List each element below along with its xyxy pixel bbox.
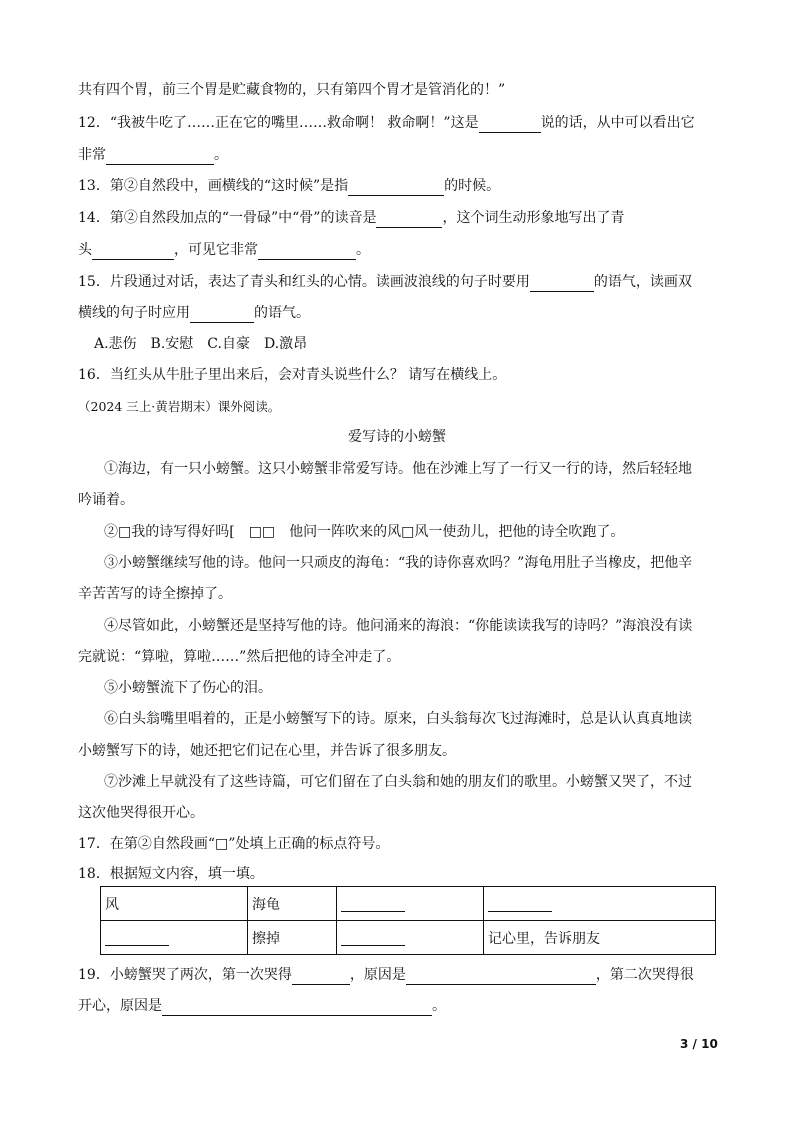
question-15 bbox=[78, 272, 692, 292]
paragraph-4 bbox=[104, 616, 692, 636]
question-text: ，第二次哭得很 bbox=[595, 967, 694, 983]
question-text: 非常 bbox=[78, 147, 106, 163]
paragraph-7-cont bbox=[78, 803, 204, 823]
question-text: 19．小螃蟹哭了两次，第一次哭得 bbox=[78, 967, 292, 983]
paragraph-2 bbox=[104, 522, 624, 542]
answer-blank[interactable] bbox=[530, 275, 594, 292]
table-cell bbox=[337, 887, 484, 921]
answer-blank[interactable] bbox=[292, 968, 350, 985]
question-text: 的语气。 bbox=[254, 305, 310, 321]
paragraph-3 bbox=[104, 553, 692, 573]
paragraph-1-cont bbox=[78, 490, 134, 510]
paragraph-text: 辛苦苦写的诗全擦掉了。 bbox=[78, 586, 232, 602]
question-text: ，原因是 bbox=[349, 967, 406, 983]
question-text: 12．“我被牛吃了……正在它的嘴里……救命啊！ 救命啊！”这是 bbox=[78, 115, 479, 131]
question-19 bbox=[78, 965, 694, 985]
paragraph-6 bbox=[104, 709, 692, 729]
paragraph-text: ④尽管如此，小螃蟹还是坚持写他的诗。他问涌来的海浪：“你能读读我写的诗吗？”海浪没有读 bbox=[104, 618, 693, 634]
question-text: 。 bbox=[214, 147, 228, 163]
paragraph-text: 小螃蟹写下的诗，她还把它们记在心里，并告诉了很多朋友。 bbox=[78, 743, 456, 759]
table-cell: 擦掉 bbox=[248, 921, 337, 955]
question-text: ，可见它非常 bbox=[174, 242, 258, 258]
text-line bbox=[78, 80, 505, 100]
question-12-cont bbox=[78, 145, 228, 165]
question-text: 的时候。 bbox=[444, 178, 501, 194]
paragraph-6-cont bbox=[78, 741, 456, 761]
table-cell bbox=[337, 921, 484, 955]
question-text: 头 bbox=[78, 242, 92, 258]
paragraph-text: 这次他哭得很开心。 bbox=[78, 805, 204, 821]
question-18 bbox=[78, 864, 264, 884]
fill-in-table bbox=[100, 886, 716, 955]
page-number: 3 / 10 bbox=[680, 1037, 718, 1051]
paragraph-text: ③小螃蟹继续写他的诗。他问一只顽皮的海龟：“我的诗你喜欢吗？”海龟用肚子当橡皮，把他辛 bbox=[104, 555, 693, 571]
table-cell: 记心里，告诉朋友 bbox=[484, 921, 716, 955]
answer-blank[interactable] bbox=[106, 148, 214, 165]
table-row bbox=[101, 887, 716, 921]
answer-blank[interactable] bbox=[190, 306, 254, 323]
paragraph-text: ①海边，有一只小螃蟹。这只小螃蟹非常爱写诗。他在沙滩上写了一行又一行的诗，然后轻轻地 bbox=[104, 461, 692, 477]
paragraph-text: ⑤小螃蟹流下了伤心的泪。 bbox=[104, 680, 272, 696]
paragraph-7 bbox=[104, 772, 692, 792]
question-13 bbox=[78, 176, 500, 196]
table-cell bbox=[484, 887, 716, 921]
question-text: 。 bbox=[432, 998, 446, 1014]
answer-blank[interactable] bbox=[341, 929, 405, 946]
question-15-options bbox=[94, 334, 307, 354]
answer-blank[interactable] bbox=[92, 243, 174, 260]
answer-blank[interactable] bbox=[162, 999, 432, 1016]
paragraph-text: ⑥白头翁嘴里唱着的，正是小螃蟹写下的诗。原来，白头翁每次飞过海滩时，总是认认真真地读 bbox=[104, 711, 692, 727]
question-text: 。 bbox=[356, 242, 370, 258]
question-text: 18．根据短文内容，填一填。 bbox=[78, 866, 264, 882]
answer-blank[interactable] bbox=[479, 116, 541, 133]
table-cell bbox=[101, 921, 248, 955]
answer-blank[interactable] bbox=[376, 211, 442, 228]
question-14 bbox=[78, 208, 624, 228]
text-fragment: 共有四个胃，前三个胃是贮藏食物的，只有第四个胃才是管消化的！” bbox=[78, 82, 506, 98]
answer-blank[interactable] bbox=[406, 968, 596, 985]
paragraph-5 bbox=[104, 678, 272, 698]
table-cell: 海龟 bbox=[248, 887, 337, 921]
paragraph-text: ②□我的诗写得好吗[ □□ 他问一阵吹来的风□风一使劲儿，把他的诗全吹跑了。 bbox=[104, 524, 625, 540]
table-row bbox=[101, 921, 716, 955]
paragraph-1 bbox=[104, 459, 692, 479]
paragraph-text: 完就说：“算啦，算啦……”然后把他的诗全冲走了。 bbox=[78, 649, 401, 665]
paragraph-3-cont bbox=[78, 584, 232, 604]
question-text: 15．片段通过对话，表达了青头和红头的心情。读画波浪线的句子时要用 bbox=[78, 274, 530, 290]
answer-blank[interactable] bbox=[341, 895, 405, 912]
question-17 bbox=[78, 834, 389, 854]
question-16 bbox=[78, 365, 506, 385]
answer-blank[interactable] bbox=[488, 895, 552, 912]
question-text: 开心，原因是 bbox=[78, 998, 162, 1014]
question-text: 17．在第②自然段画“□”处填上正确的标点符号。 bbox=[78, 836, 390, 852]
paragraph-4-cont bbox=[78, 647, 400, 667]
answer-blank[interactable] bbox=[348, 179, 444, 196]
question-19-cont bbox=[78, 996, 446, 1016]
question-text: 14．第②自然段加点的“一骨碌”中“骨”的读音是 bbox=[78, 210, 377, 226]
source-label: （2024 三上·黄岩期末）课外阅读。 bbox=[78, 399, 281, 414]
question-text: 16．当红头从牛肚子里出来后，会对青头说些什么？ 请写在横线上。 bbox=[78, 367, 507, 383]
answer-blank[interactable] bbox=[258, 243, 356, 260]
reading-source bbox=[78, 397, 280, 417]
question-15-cont bbox=[78, 303, 310, 323]
question-text: 横线的句子时应用 bbox=[78, 305, 190, 321]
answer-blank[interactable] bbox=[105, 929, 169, 946]
paragraph-text: 吟诵着。 bbox=[78, 492, 134, 508]
paragraph-text: ⑦沙滩上早就没有了这些诗篇，可它们留在了白头翁和她的朋友们的歌里。小螃蟹又哭了，不过 bbox=[104, 774, 692, 790]
question-text: ，这个词生动形象地写出了青 bbox=[442, 210, 625, 226]
question-text: 的语气，读画双 bbox=[593, 274, 692, 290]
question-12 bbox=[78, 113, 695, 133]
answer-options: A.悲伤 B.安慰 C.自豪 D.激昂 bbox=[94, 336, 308, 352]
question-text: 说的话，从中可以看出它 bbox=[540, 115, 695, 131]
question-14-cont bbox=[78, 240, 370, 260]
passage-title: 爱写诗的小螃蟹 bbox=[348, 429, 446, 445]
question-text: 13．第②自然段中，画横线的“这时候”是指 bbox=[78, 178, 349, 194]
table-cell: 风 bbox=[101, 887, 248, 921]
